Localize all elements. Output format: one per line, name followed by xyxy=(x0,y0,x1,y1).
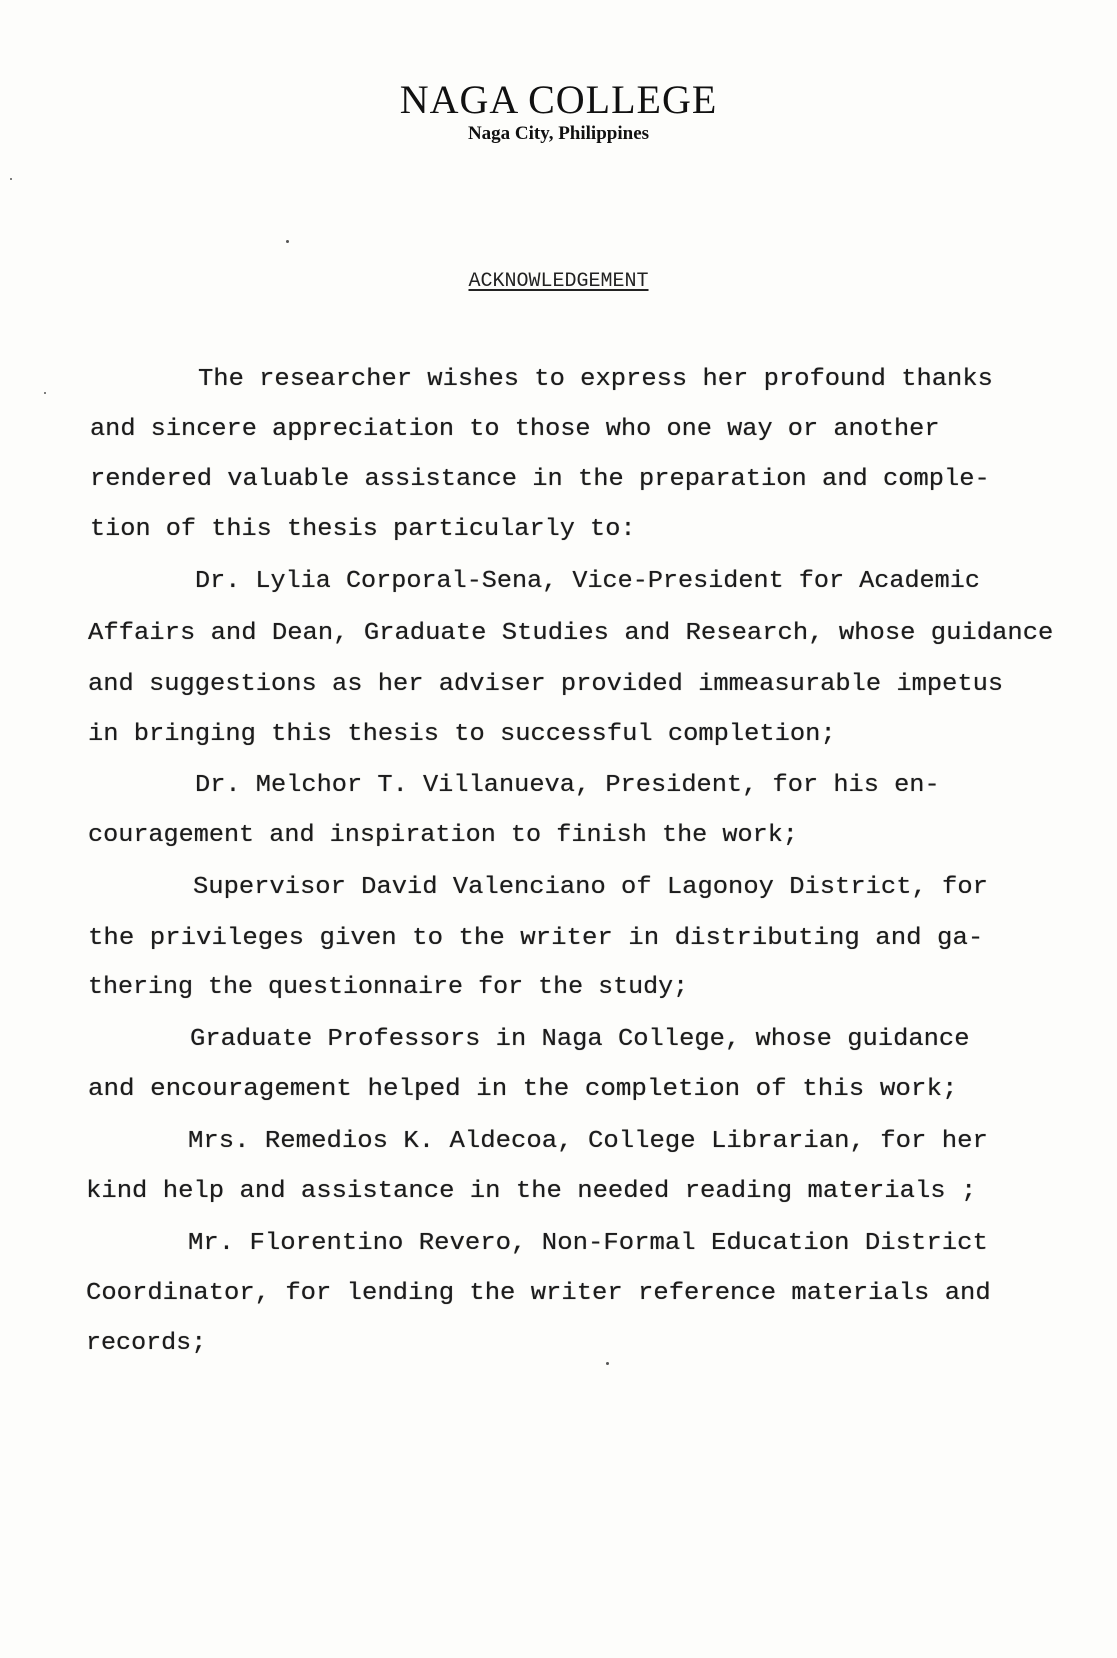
body-line: Coordinator, for lending the writer reference materials and xyxy=(86,1280,991,1307)
body-line: couragement and inspiration to finish the work; xyxy=(88,822,798,849)
scan-speck xyxy=(44,392,46,394)
body-line: The researcher wishes to express her profound thanks xyxy=(198,366,993,393)
body-line: Affairs and Dean, Graduate Studies and Research, whose guidance xyxy=(88,620,1054,647)
body-line: and encouragement helped in the completion of this work; xyxy=(88,1076,958,1103)
document-title: ACKNOWLEDGEMENT xyxy=(468,270,649,293)
college-name: NAGA COLLEGE xyxy=(399,77,718,122)
body-line: Dr. Lylia Corporal-Sena, Vice-President for Academic xyxy=(195,568,980,595)
body-line: and suggestions as her adviser provided immeasurable impetus xyxy=(88,671,1004,698)
body-line: and sincere appreciation to those who one way or another xyxy=(90,416,940,443)
body-line: Mr. Florentino Revero, Non-Formal Education District xyxy=(188,1230,988,1257)
body-line: kind help and assistance in the needed reading materials ; xyxy=(86,1178,977,1205)
scan-speck xyxy=(10,178,12,180)
body-line: the privileges given to the writer in distributing and ga- xyxy=(88,925,984,952)
body-line: Supervisor David Valenciano of Lagonoy District, for xyxy=(193,874,988,901)
body-line: Dr. Melchor T. Villanueva, President, for his en- xyxy=(195,772,940,799)
body-line: records; xyxy=(86,1330,207,1357)
scan-speck xyxy=(286,240,289,243)
college-address: Naga City, Philippines xyxy=(467,123,650,144)
body-line: thering the questionnaire for the study; xyxy=(88,974,689,1001)
body-line: tion of this thesis particularly to: xyxy=(90,516,636,543)
body-line: Mrs. Remedios K. Aldecoa, College Librarian, for her xyxy=(188,1128,988,1155)
body-line: rendered valuable assistance in the preparation and comple- xyxy=(90,466,990,493)
body-line: Graduate Professors in Naga College, whose guidance xyxy=(190,1026,970,1053)
scan-speck xyxy=(606,1362,609,1365)
body-line: in bringing this thesis to successful completion; xyxy=(88,721,836,748)
